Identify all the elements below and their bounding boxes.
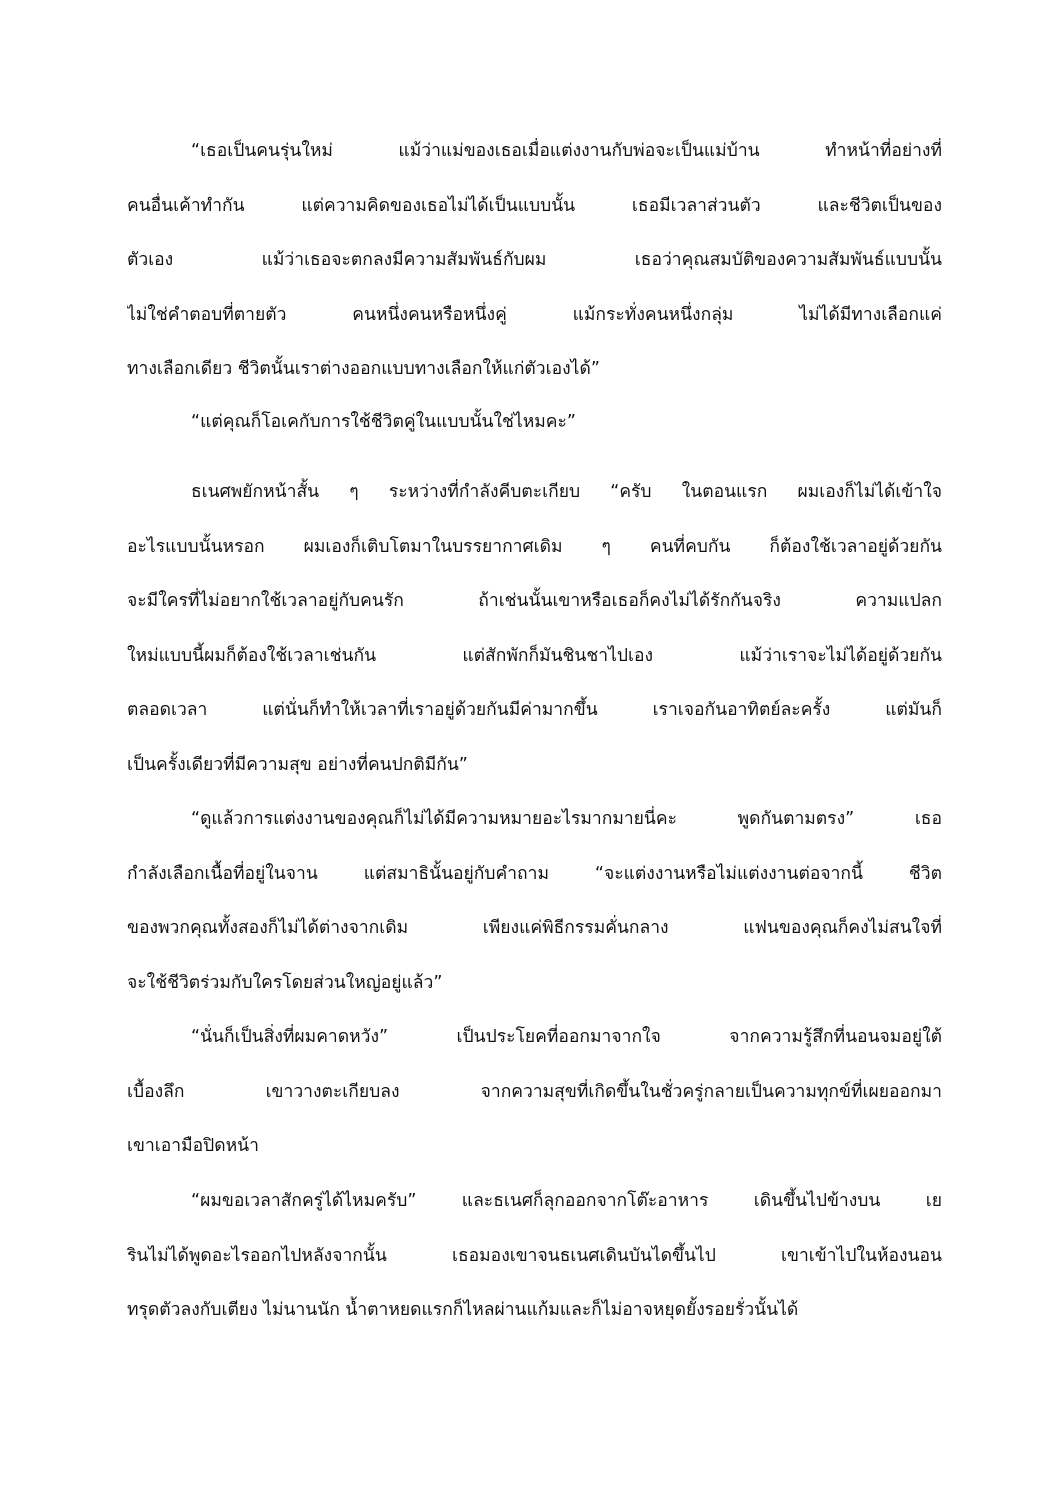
- paragraph-1: [127, 124, 942, 397]
- paragraph-5-line-2: เบื้องลึก เขาวางตะเกียบลง จากความสุขที่เกิดขึ้นในชั่วครู่กลายเป็นความทุกข์ที่เผยออกมา: [127, 1081, 942, 1102]
- paragraph-2: [127, 395, 942, 450]
- paragraph-3-line-1: ธเนศพยักหน้าสั้น ๆ ระหว่างที่กำลังคีบตะเกียบ “ครับ ในตอนแรก ผมเองก็ไม่ได้เข้าใจ: [191, 482, 942, 502]
- paragraph-4-line-4: จะใช้ชีวิตร่วมกับใครโดยส่วนใหญ่อยู่แล้ว”: [127, 972, 443, 993]
- paragraph-6-line-1: “ผมขอเวลาสักครู่ได้ไหมครับ” และธเนศก็ลุกออกจากโต๊ะอาหาร เดินขึ้นไปข้างบน เย: [191, 1191, 942, 1211]
- paragraph-3: [127, 465, 942, 792]
- paragraph-1-line-2: คนอื่นเค้าทำกัน แต่ความคิดของเธอไม่ได้เป็นแบบนั้น เธอมีเวลาส่วนตัว และชีวิตเป็นของ: [127, 195, 942, 216]
- paragraph-1-line-3: ตัวเอง แม้ว่าเธอจะตกลงมีความสัมพันธ์กับผม เธอว่าคุณสมบัติของความสัมพันธ์แบบนั้น: [127, 250, 942, 270]
- paragraph-5-line-3: เขาเอามือปิดหน้า: [127, 1136, 259, 1156]
- paragraph-4: [127, 792, 942, 1010]
- paragraph-5-line-1: “นั่นก็เป็นสิ่งที่ผมคาดหวัง” เป็นประโยคที่ออกมาจากใจ จากความรู้สึกที่นอนจมอยู่ใต้: [191, 1027, 942, 1047]
- paragraph-2-line-1: “แต่คุณก็โอเคกับการใช้ชีวิตคู่ในแบบนั้นใช่ไหมคะ”: [191, 412, 576, 432]
- paragraph-1-line-1: “เธอเป็นคนรุ่นใหม่ แม้ว่าแม่ของเธอเมื่อแต่งงานกับพ่อจะเป็นแม่บ้าน ทำหน้าที่อย่างที่: [191, 141, 942, 161]
- paragraph-3-line-3: จะมีใครที่ไม่อยากใช้เวลาอยู่กับคนรัก ถ้าเช่นนั้นเขาหรือเธอก็คงไม่ได้รักกันจริง ความแปลก: [127, 591, 942, 611]
- paragraph-6: [127, 1174, 942, 1338]
- paragraph-4-line-1: “ดูแล้วการแต่งงานของคุณก็ไม่ได้มีความหมายอะไรมากมายนี่คะ พูดกันตามตรง” เธอ: [191, 809, 942, 829]
- paragraph-6-line-2: รินไม่ได้พูดอะไรออกไปหลังจากนั้น เธอมองเขาจนธเนศเดินบันไดขึ้นไป เขาเข้าไปในห้องนอน: [127, 1245, 942, 1266]
- paragraph-6-line-3: ทรุดตัวลงกับเตียง ไม่นานนัก น้ำตาหยดแรกก็ไหลผ่านแก้มและก็ไม่อาจหยุดยั้งรอยรั่วนั้นได้: [127, 1300, 799, 1320]
- paragraph-3-line-2: อะไรแบบนั้นหรอก ผมเองก็เติบโตมาในบรรยากาศเดิม ๆ คนที่คบกัน ก็ต้องใช้เวลาอยู่ด้วยกัน: [127, 536, 942, 557]
- paragraph-4-line-3: ของพวกคุณทั้งสองก็ไม่ได้ต่างจากเดิม เพียงแค่พิธีกรรมคั่นกลาง แฟนของคุณก็คงไม่สนใจที่: [127, 918, 942, 938]
- paragraph-1-line-4: ไม่ใช่คำตอบที่ตายตัว คนหนึ่งคนหรือหนึ่งคู่ แม้กระทั่งคนหนึ่งกลุ่ม ไม่ได้มีทางเลือกแค่: [127, 304, 942, 325]
- paragraph-1-line-5: ทางเลือกเดียว ชีวิตนั้นเราต่างออกแบบทางเลือกให้แก่ตัวเองได้”: [127, 359, 600, 379]
- paragraph-3-line-5: ตลอดเวลา แต่นั่นก็ทำให้เวลาที่เราอยู่ด้วยกันมีค่ามากขึ้น เราเจอกันอาทิตย์ละครั้ง แต่มันก็: [127, 700, 942, 720]
- paragraph-5: [127, 1010, 942, 1174]
- paragraph-3-line-4: ใหม่แบบนี้ผมก็ต้องใช้เวลาเช่นกัน แต่สักพักก็มันชินชาไปเอง แม้ว่าเราจะไม่ได้อยู่ด้วยกัน: [127, 645, 942, 666]
- paragraph-3-line-6: เป็นครั้งเดียวที่มีความสุข อย่างที่คนปกติมีกัน”: [127, 754, 468, 775]
- paragraph-4-line-2: กำลังเลือกเนื้อที่อยู่ในจาน แต่สมาธินั้นอยู่กับคำถาม “จะแต่งงานหรือไม่แต่งงานต่อจากนี้ ชีวิต: [127, 863, 942, 884]
